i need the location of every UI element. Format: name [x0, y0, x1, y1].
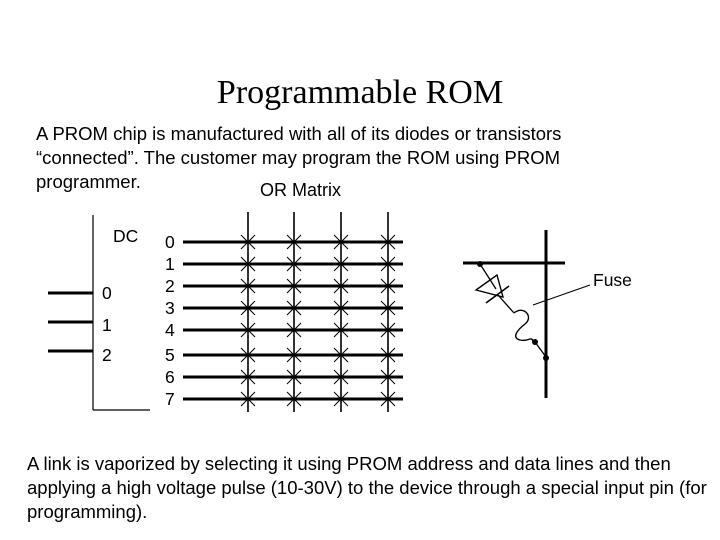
fuse-label: Fuse — [593, 270, 632, 290]
fuse-wire — [498, 295, 514, 313]
decoder-output-label: 5 — [165, 345, 175, 365]
connection-dot — [543, 355, 549, 361]
decoder-output-label: 0 — [165, 232, 175, 252]
decoder-output-label: 6 — [165, 367, 175, 387]
diode-bar — [486, 286, 509, 303]
fuse-link — [514, 310, 533, 341]
fuse-wire — [535, 342, 546, 357]
decoder-input-label: 1 — [102, 315, 112, 335]
decoder-output-label: 4 — [165, 320, 175, 340]
decoder-input-label: 2 — [102, 345, 112, 365]
decoder-output-labels — [165, 232, 175, 409]
fuse-leader-line — [533, 285, 590, 305]
intro-text: A PROM chip is manufactured with all of its diodes or transistors “connected”. The customer may program the ROM using PROM programmer. — [36, 123, 562, 192]
or-matrix-grid — [183, 212, 403, 412]
decoder-block — [48, 215, 150, 410]
decoder-output-label: 7 — [165, 389, 175, 409]
page-title: Programmable ROM — [216, 74, 504, 111]
decoder-output-label: 2 — [165, 276, 175, 296]
decoder-label: DC — [113, 226, 139, 246]
decoder-input-label: 0 — [102, 283, 112, 303]
fuse-detail — [463, 230, 632, 398]
decoder-output-label: 1 — [165, 254, 175, 274]
decoder-output-label: 3 — [165, 298, 175, 318]
footer-text: A link is vaporized by selecting it using PROM address and data lines and then applying a high voltage pulse (10-30V) to the device through a special input pin (for programming). — [27, 453, 707, 522]
or-matrix-label: OR Matrix — [260, 180, 341, 200]
